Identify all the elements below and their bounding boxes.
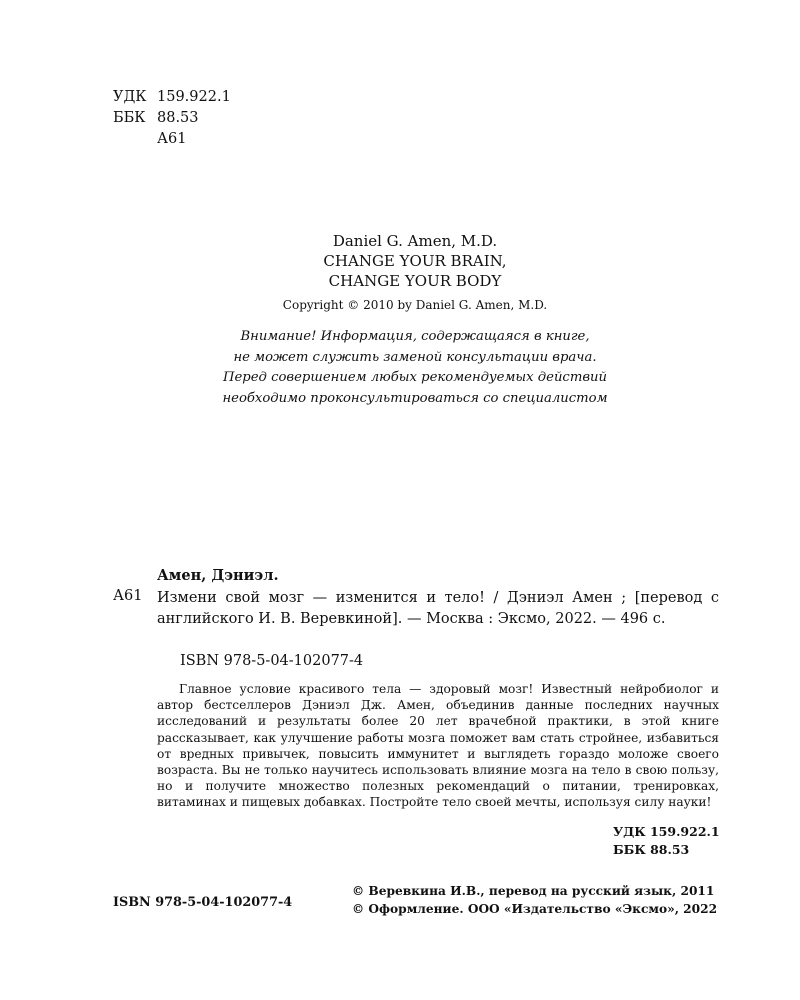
bbk-label: ББК	[113, 110, 146, 126]
classification-codes	[113, 87, 231, 150]
medical-warning	[0, 327, 800, 409]
original-title-line-1: CHANGE YOUR BRAIN,	[323, 252, 507, 270]
warning-line: не может служить заменой консультации врача.	[233, 349, 597, 365]
warning-line: Внимание! Информация, содержащаяся в книге,	[240, 329, 590, 344]
book-annotation: Главное условие красивого тела — здоровый мозг! Известный нейробиолог и автор бестселлеров Дэниэл Дж. Амен, объединив данные последних научных исследований и результаты более 20 лет врачебной практики, в этой книге рассказывает, как улучшение работы мозга поможет вам стать стройнее, избавиться от вредных привычек, повысить иммунитет и выглядеть гораздо моложе своего возраста. Вы не только научитесь использовать влияние мозга на тело в свою пользу, но и получите множество полезных рекомендаций о питании, тренировках, витаминах и пищевых добавках. Постройте тело своей мечты, используя силу науки!	[157, 682, 719, 810]
record-udk: УДК 159.922.1	[613, 824, 720, 839]
udk-value: 159.922.1	[157, 89, 231, 105]
index-code: А61	[113, 588, 143, 604]
warning-line: Перед совершением любых рекомендуемых действий	[223, 370, 607, 385]
udk-label: УДК	[113, 89, 147, 105]
original-copyright: Copyright © 2010 by Daniel G. Amen, M.D.	[282, 298, 548, 312]
author-mark-row	[113, 129, 231, 150]
design-copyright: © Оформление. ООО «Издательство «Эксмо», 2022	[352, 902, 718, 916]
udk-row	[113, 87, 231, 108]
original-author: Daniel G. Amen, M.D.	[332, 232, 498, 250]
bibliographic-description: Измени свой мозг — изменится и тело! / Дэниэл Амен ; [перевод с английского И. В. Веревкиной]. — Москва : Эксмо, 2022. — 496 с.	[157, 590, 719, 627]
bbk-row	[113, 108, 231, 129]
record-isbn: ISBN 978-5-04-102077-4	[180, 653, 364, 669]
footer-isbn: ISBN 978-5-04-102077-4	[113, 895, 293, 910]
record-classification	[613, 823, 720, 859]
translation-copyright: © Веревкина И.В., перевод на русский язык, 2011	[352, 884, 715, 898]
original-edition	[0, 231, 800, 291]
author-mark: А61	[157, 131, 187, 147]
original-title-line-2: CHANGE YOUR BODY	[328, 272, 502, 290]
bbk-value: 88.53	[157, 110, 199, 126]
author-heading: Амен, Дэниэл.	[157, 567, 279, 584]
warning-line: необходимо проконсультироваться со специалистом	[222, 390, 608, 406]
record-bbk: ББК 88.53	[613, 842, 690, 857]
footer-copyrights	[352, 882, 717, 918]
